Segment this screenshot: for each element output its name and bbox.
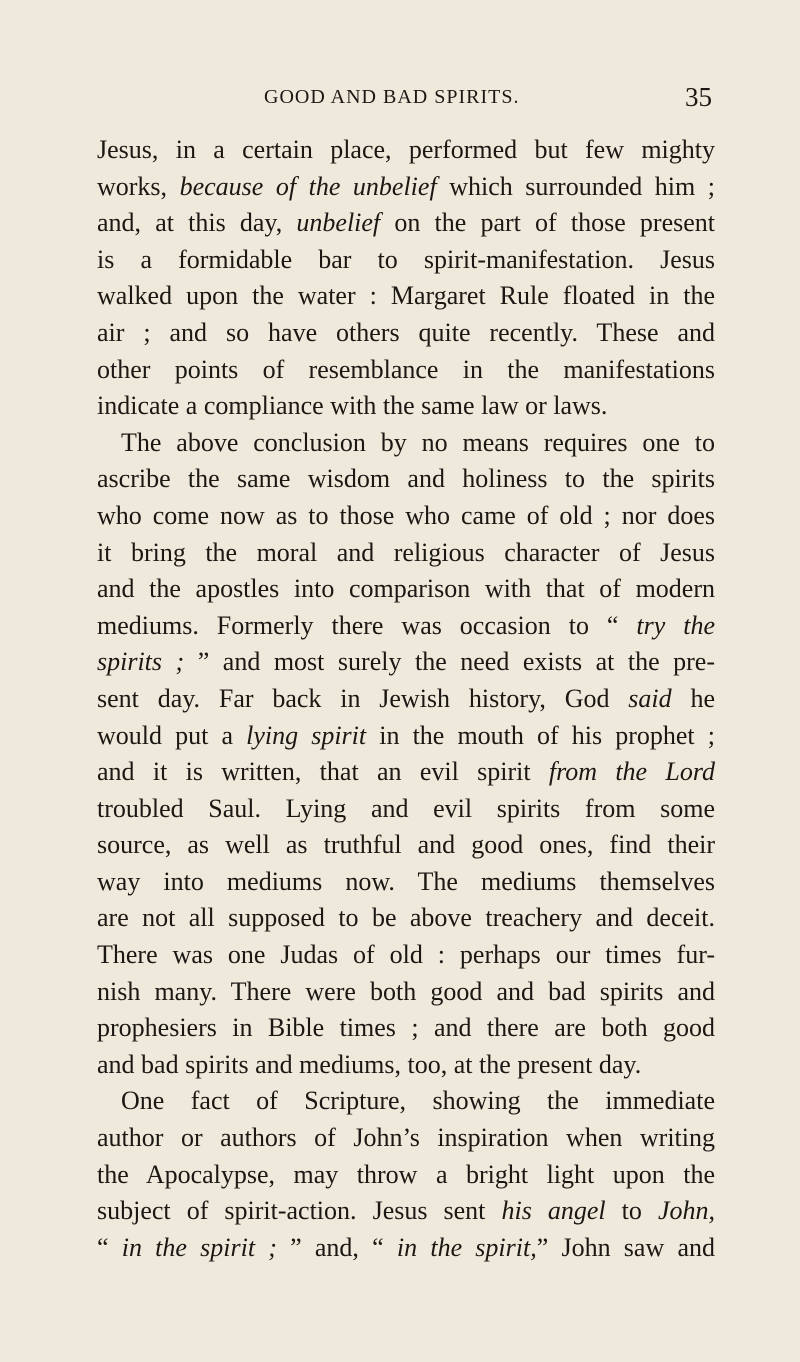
text-line-18: and it is written, that an evil spirit from the Lord (97, 757, 716, 787)
text-line-25: prophesiers in Bible times ; and there are both good (97, 1013, 715, 1043)
text-line-28: author or authors of John’s inspiration when writing (97, 1123, 715, 1153)
text-line-4: is a formidable bar to spirit-manifestation. Jesus (97, 244, 715, 274)
text-line-29: the Apocalypse, may throw a bright light upon the (97, 1159, 715, 1189)
text-line-22: are not all supposed to be above treachery and deceit. (97, 903, 715, 933)
text-line-30: subject of spirit-action. Jesus sent his angel to John, (97, 1196, 715, 1226)
text-line-27: One fact of Scripture, showing the immediate (121, 1086, 715, 1116)
text-line-17: would put a lying spirit in the mouth of his prophet ; (97, 720, 715, 750)
text-line-20: source, as well as truthful and good ones, find their (97, 830, 715, 860)
text-line-23: There was one Judas of old : perhaps our times fur- (97, 940, 715, 970)
text-line-15: spirits ; ” and most surely the need exists at the pre- (97, 647, 715, 677)
body-text (97, 132, 715, 1266)
text-line-14: mediums. Formerly there was occasion to “ try the (97, 610, 715, 640)
text-line-12: it bring the moral and religious character of Jesus (97, 537, 715, 567)
text-line-8: indicate a compliance with the same law or laws. (97, 391, 608, 421)
text-line-6: air ; and so have others quite recently. These and (97, 317, 715, 347)
text-line-26: and bad spirits and mediums, too, at the present day. (97, 1049, 642, 1079)
text-line-13: and the apostles into comparison with that of modern (97, 574, 715, 604)
text-line-19: troubled Saul. Lying and evil spirits from some (97, 793, 715, 823)
text-line-24: nish many. There were both good and bad spirits and (97, 976, 715, 1006)
text-line-21: way into mediums now. The mediums themselves (97, 866, 715, 896)
text-line-2: works, because of the unbelief which surrounded him ; (97, 171, 715, 201)
text-line-11: who come now as to those who came of old ; nor does (97, 500, 715, 530)
page-number: 35 (685, 82, 712, 112)
text-line-9: The above conclusion by no means requires one to (121, 427, 715, 457)
text-line-1: Jesus, in a certain place, performed but few mighty (97, 135, 715, 164)
text-line-31: “ in the spirit ; ” and, “ in the spirit,” John saw and (97, 1232, 715, 1262)
running-title: GOOD AND BAD SPIRITS. (264, 86, 520, 108)
text-line-16: sent day. Far back in Jewish history, God said he (97, 683, 715, 713)
text-line-5: walked upon the water : Margaret Rule floated in the (97, 281, 715, 311)
text-line-7: other points of resemblance in the manifestations (97, 354, 715, 384)
text-line-3: and, at this day, unbelief on the part of those present (97, 208, 715, 238)
text-line-10: ascribe the same wisdom and holiness to the spirits (97, 464, 715, 494)
